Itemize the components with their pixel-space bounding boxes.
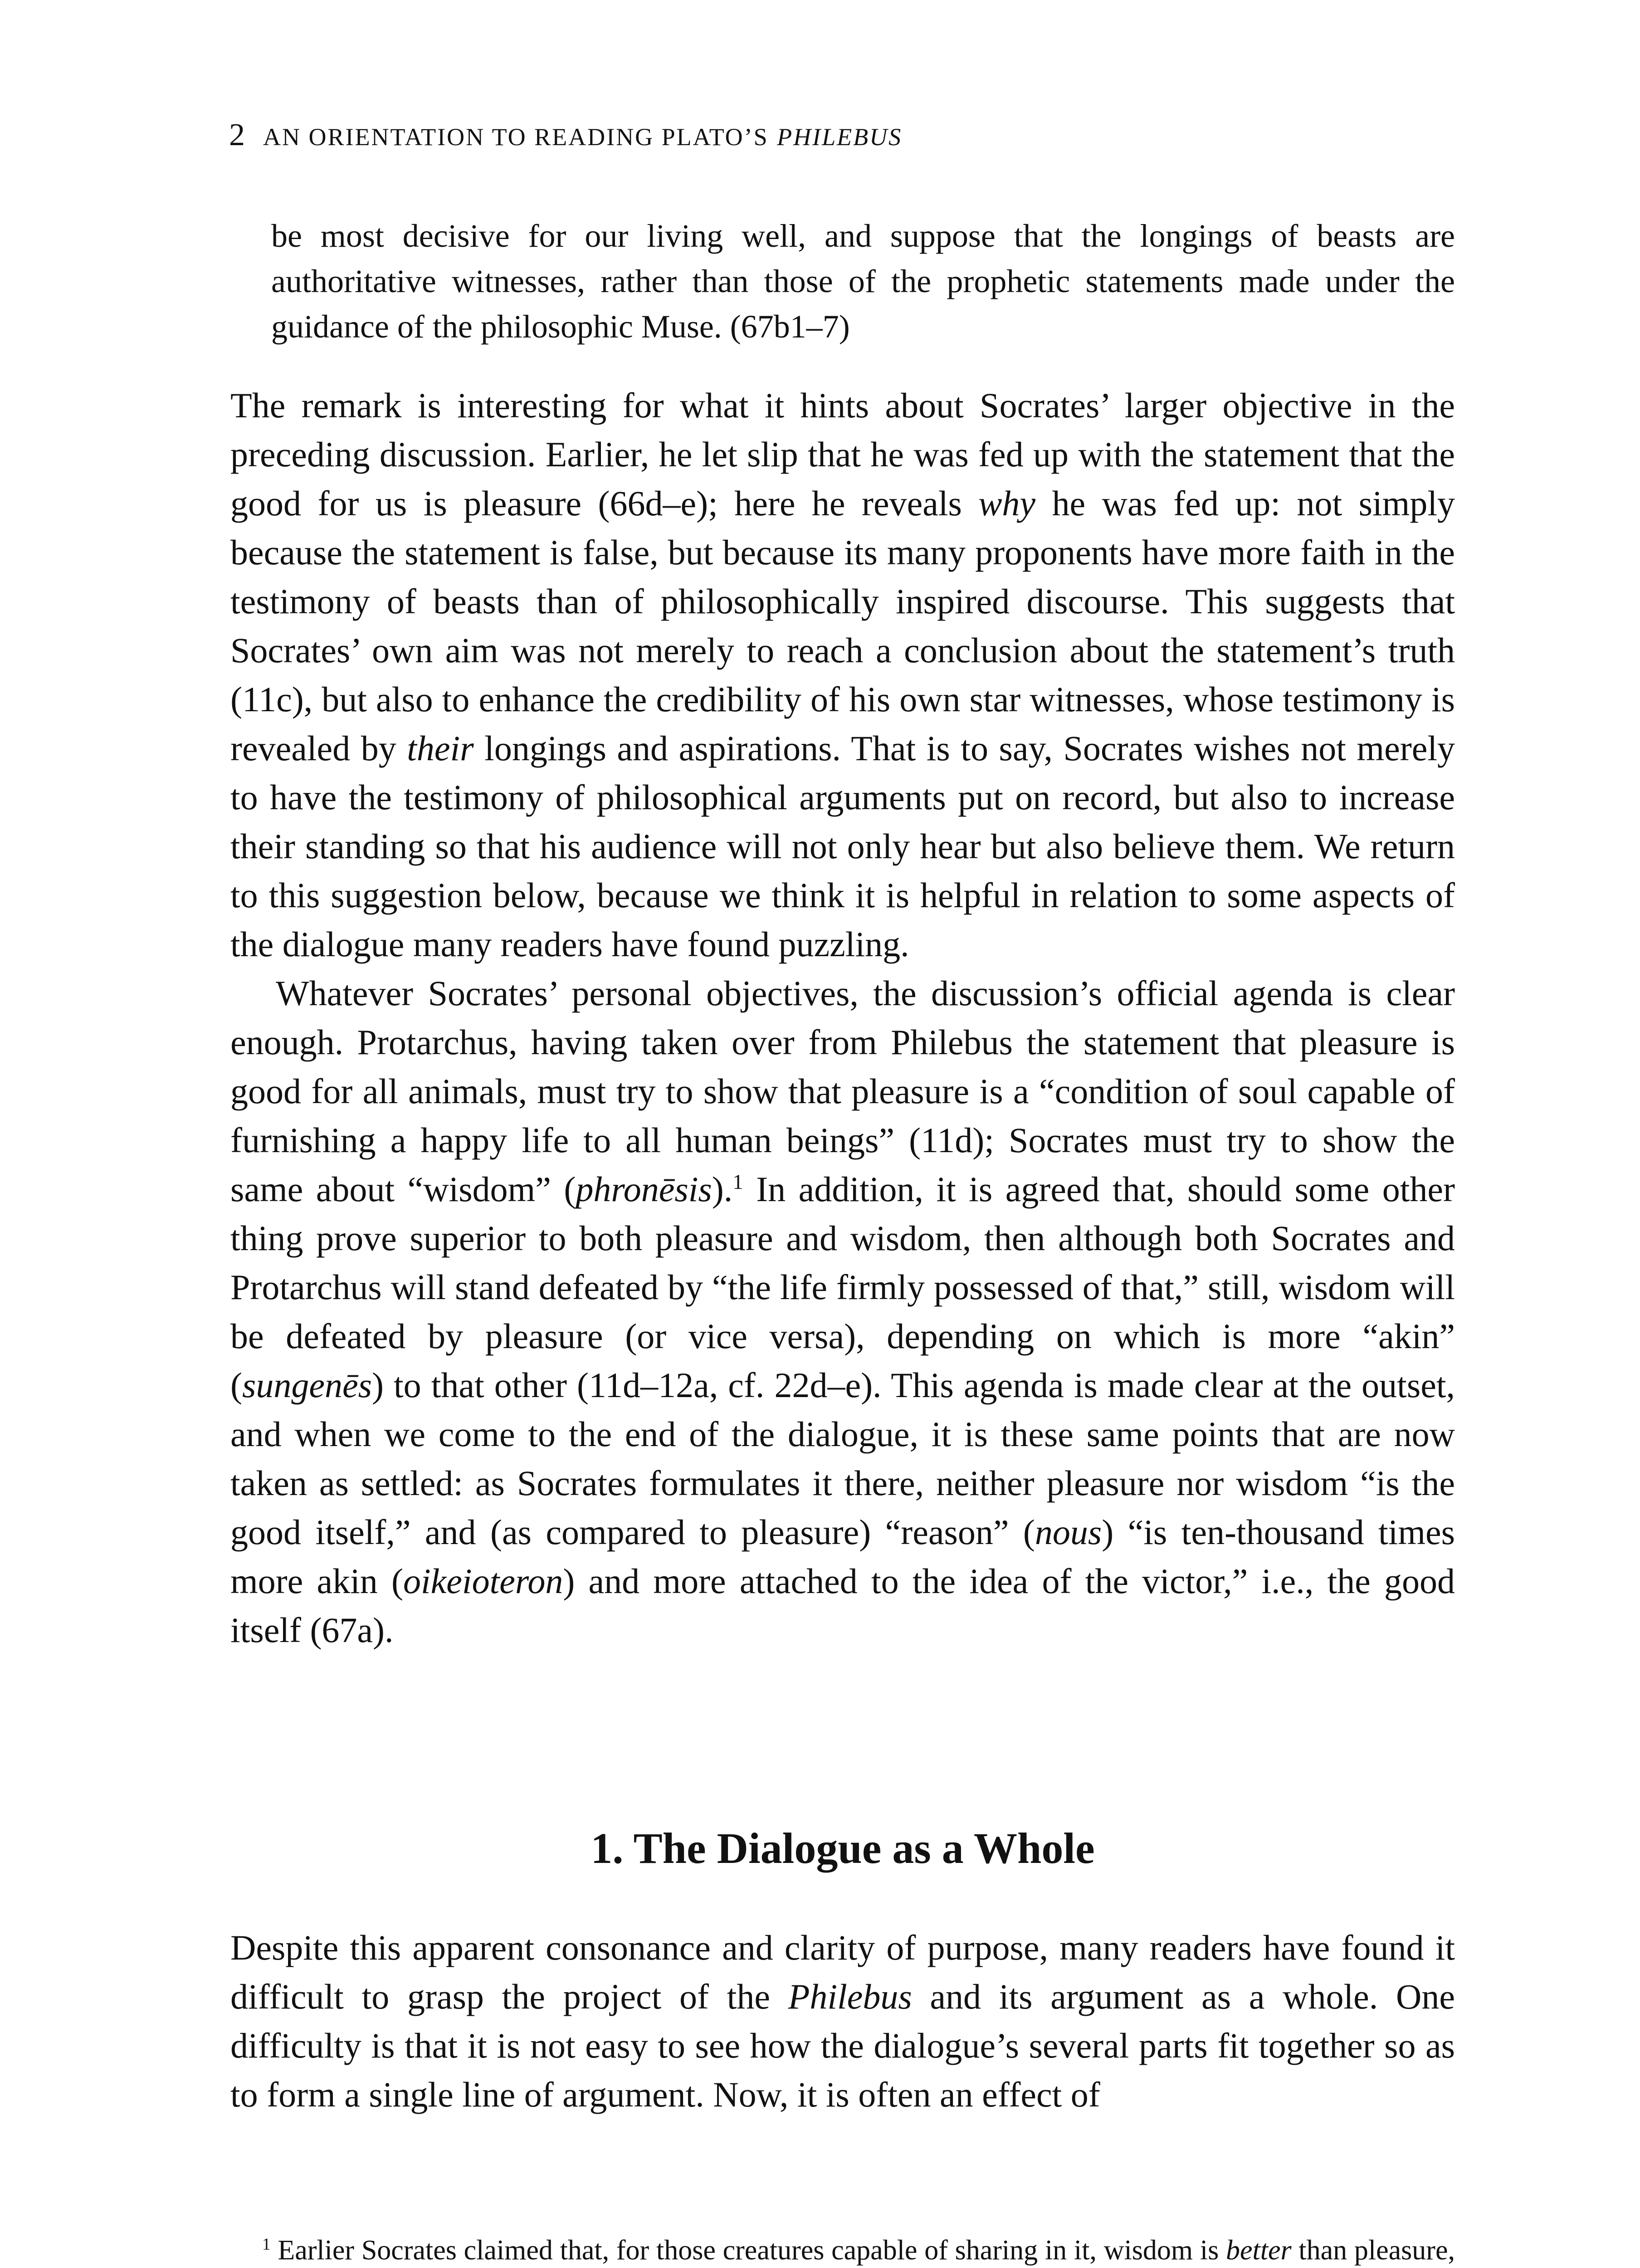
footnote-part: than pleasure, [1298,2235,1455,2266]
paragraph-1-part: longings and aspirations. That is to say, Socrates wishes not merely to have the testimony of philosophical arguments put on record, but also to increase their standing so that his audience will not only hear but also believe them. We return to this suggestion below, because we think it is helpful in relation to some aspects of the dialogue many readers have found puzzling. [230,728,1455,964]
term-nous: nous [1035,1512,1102,1552]
paragraph-1-emphasis-their: their [407,728,474,768]
paragraph-1-part: he was fed up: not simply because the statement is false, but because its many proponents have more faith in the testimony of beasts than of philosophically inspired discourse. This suggests that Socrates’ own aim was not merely to reach a conclusion about the statement’s truth (11c), but also to enhance the credibility of his own star witnesses, whose testimony is revealed by [230,484,1455,768]
paragraph-1-emphasis-why: why [978,484,1035,523]
term-sungenes: sungenēs [242,1365,372,1405]
paragraph-1 [230,381,1455,969]
section-title: The Dialogue as a Whole [633,1824,1095,1872]
paragraph-2-part: ) to that other (11d–12a, cf. 22d–e). This agenda is made clear at the outset, and when we come to the end of the dialogue, it is these same points that are now taken as settled: as Socrates formulates it there, neither pleasure nor wisdom “is the good itself,” and (as compared to pleasure) “reason” ( [230,1365,1455,1552]
title-philebus: Philebus [788,1977,912,2016]
footnote-reference: 1 [732,1170,743,1194]
body-text-lower [230,1923,1455,2119]
paragraph-2-part: Whatever Socrates’ personal objectives, the discussion’s official agenda is clear enough. Protarchus, having taken over from Philebus the statement that pleasure is good for all animals, must try to show that pleasure is a “condition of soul capable of furnishing a happy life to all human beings” (11d); Socrates must try to show the same about “wisdom” ( [230,973,1455,1209]
page-number: 2 [229,117,245,152]
paragraph-2 [230,969,1455,1655]
footnote-marker: 1 [262,2235,271,2254]
block-quote [271,213,1455,349]
running-head-title: AN ORIENTATION TO READING PLATO’S [263,123,769,151]
paragraph-2-part: ). [712,1169,733,1209]
paragraph-3-part: and its argument as a whole. One difficulty is that it is not easy to see how the dialogue’s several parts fit together so as to form a single line of argument. Now, it is often an effect of [230,1977,1455,2114]
footnote-emphasis-better: better [1225,2235,1292,2266]
paragraph-2-part: ) and more attached to the idea of the victor,” i.e., the good itself (67a). [230,1561,1455,1650]
body-text-upper [230,381,1455,1655]
section-number: 1. [591,1824,624,1872]
section-heading [230,1821,1455,1876]
footnote-part: Earlier Socrates claimed that, for those creatures capable of sharing in it, wisdom is [270,2235,1226,2266]
paragraph-3 [230,1923,1455,2119]
running-head-title-italic: PHILEBUS [777,123,903,151]
paragraph-3-part: Despite this apparent consonance and clarity of purpose, many readers have found it difficult to grasp the project of the [230,1928,1455,2016]
running-head [229,119,1454,153]
block-quote-text: be most decisive for our living well, and suppose that the longings of beasts are authoritative witnesses, rather than those of the prophetic statements made under the guidance of the philosophic Muse. (67b1–7) [271,218,1455,345]
paragraph-2-part: In addition, it is agreed that, should some other thing prove superior to both pleasure and wisdom, then although both Socrates and Protarchus will stand defeated by “the life firmly possessed of that,” still, wisdom will be defeated by pleasure (or vice versa), depending on which is more “akin” ( [230,1169,1455,1405]
paragraph-1-part: The remark is interesting for what it hints about Socrates’ larger objective in the preceding discussion. Earlier, he let slip that he was fed up with the statement that the good for us is pleasure (66d–e); here he reveals [230,386,1455,523]
footnote [230,2232,1455,2268]
term-phronesis: phronēsis [576,1169,712,1209]
paragraph-2-part: ) “is ten-thousand times more akin ( [230,1512,1455,1601]
term-oikeioteron: oikeioteron [403,1561,563,1601]
